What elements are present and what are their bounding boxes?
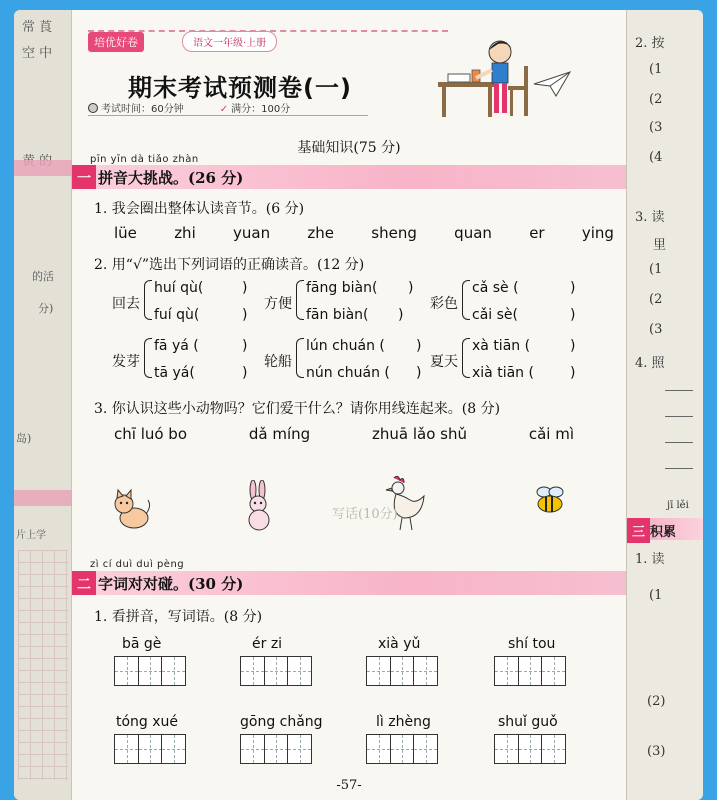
grid-cell[interactable] [494, 734, 519, 764]
writing-grid[interactable] [494, 734, 565, 764]
grid-cell[interactable] [287, 656, 312, 686]
exam-time: 考试时间：60分钟 [101, 104, 184, 115]
answer-paren[interactable]: ) [242, 307, 248, 323]
grid-cell[interactable] [240, 656, 265, 686]
syllable-item[interactable]: quan [454, 224, 492, 242]
left-page-band [14, 490, 72, 506]
grid-cell[interactable] [390, 734, 415, 764]
section2-pinyin: zì cí duì duì pèng [90, 559, 185, 570]
action-pinyin-row [114, 425, 574, 443]
answer-paren[interactable]: ) [570, 365, 576, 381]
grid-cell[interactable] [264, 734, 289, 764]
answer-paren[interactable]: ) [242, 338, 248, 354]
choice-word: 回去 [112, 296, 140, 312]
answer-paren[interactable]: ) [242, 280, 248, 296]
right-page-text: (3 [649, 120, 663, 135]
right-section-pinyin: jī lěi [667, 500, 689, 511]
answer-line [665, 442, 693, 443]
word-pinyin: lì zhèng [376, 714, 431, 730]
word-pinyin: gōng chǎng [240, 714, 323, 730]
left-page-edge [14, 10, 72, 800]
choice-option[interactable]: lún chuán ( [306, 338, 385, 354]
clock-icon [88, 103, 98, 113]
choice-word: 轮船 [264, 354, 292, 370]
choice-option[interactable]: fāng biàn( [306, 280, 378, 296]
writing-grid[interactable] [114, 734, 185, 764]
choice-option[interactable]: cǎ sè ( [472, 280, 519, 296]
page-number: -57- [336, 778, 362, 793]
syllable-item[interactable]: zhe [307, 224, 335, 242]
choice-group [112, 338, 262, 382]
grid-cell[interactable] [413, 734, 438, 764]
grid-cell[interactable] [138, 734, 163, 764]
syllable-row [114, 224, 614, 242]
grid-cell[interactable] [138, 656, 163, 686]
writing-grid[interactable] [366, 656, 437, 686]
grid-cell[interactable] [240, 734, 265, 764]
syllable-item[interactable]: sheng [371, 224, 417, 242]
answer-paren[interactable]: ) [398, 307, 404, 323]
right-page-text: 3. 读 [635, 210, 665, 225]
right-page-text: (4 [649, 150, 663, 165]
word-pinyin: ér zi [252, 636, 283, 652]
section1-pinyin: pīn yīn dà tiǎo zhàn [90, 154, 199, 165]
brace [462, 280, 470, 320]
grid-cell[interactable] [366, 734, 391, 764]
right-page-edge [626, 10, 703, 800]
grid-cell[interactable] [518, 656, 543, 686]
action-item[interactable]: cǎi mì [528, 425, 574, 443]
paper-plane-icon [532, 70, 572, 98]
grid-cell[interactable] [413, 656, 438, 686]
choice-group [430, 280, 590, 324]
answer-paren[interactable]: ) [570, 280, 576, 296]
question-1-1: 1. 我会圈出整体认读音节。(6 分) [94, 201, 305, 217]
left-page-text: 岛) [16, 432, 32, 445]
right-page-text: 4. 照 [635, 356, 665, 371]
right-page-text: (2) [647, 694, 666, 709]
right-page-text: (1 [649, 262, 663, 277]
syllable-item[interactable]: lüe [114, 224, 137, 242]
right-section-header [627, 518, 703, 540]
word-pinyin: shuǐ guǒ [498, 714, 558, 730]
answer-paren[interactable]: ) [416, 338, 422, 354]
grid-cell[interactable] [161, 656, 186, 686]
section1-header [72, 165, 626, 189]
grid-cell[interactable] [541, 734, 566, 764]
grid-cell[interactable] [366, 656, 391, 686]
choice-word: 彩色 [430, 296, 458, 312]
right-page-text: 1. 读 [635, 552, 665, 567]
left-page-text: 空 中 [22, 46, 53, 61]
choice-option[interactable]: fuí qù( [154, 307, 200, 323]
bleed-through: 写话(10分) [332, 507, 398, 522]
exam-page [72, 10, 626, 800]
answer-paren[interactable]: ) [242, 365, 248, 381]
grid-cell[interactable] [161, 734, 186, 764]
brace [144, 280, 152, 320]
right-page-text: 里 [653, 238, 667, 253]
choice-group [430, 338, 590, 382]
brand-tag: 培优好卷 [88, 32, 144, 52]
grid-cell[interactable] [264, 656, 289, 686]
grid-cell[interactable] [541, 656, 566, 686]
right-section-number: 三 [627, 518, 650, 543]
check-icon: ✓ [219, 104, 229, 115]
writing-grid[interactable] [240, 656, 311, 686]
answer-paren[interactable]: ) [416, 365, 422, 381]
left-page-text: 常 莨 [22, 20, 53, 35]
grid-cell[interactable] [114, 656, 139, 686]
choice-option[interactable]: xià tiān ( [472, 365, 534, 381]
grid-cell[interactable] [287, 734, 312, 764]
question-2-1: 1. 看拼音，写词语。(8 分) [94, 609, 263, 625]
section1-label: 拼音大挑战。(26 分) [98, 169, 244, 187]
section1-number: 一 [72, 165, 96, 189]
action-item[interactable]: zhuā lǎo shǔ [372, 425, 467, 443]
writing-grid[interactable] [366, 734, 437, 764]
section2-header [72, 571, 626, 595]
cat-icon[interactable] [112, 488, 152, 532]
word-pinyin: xià yǔ [378, 636, 421, 652]
choice-option[interactable]: tā yá( [154, 365, 195, 381]
exam-meta [88, 100, 368, 116]
answer-line [665, 390, 693, 391]
right-page-text: 2. 按 [635, 36, 665, 51]
left-page-band [14, 160, 72, 176]
student-desk-illustration [428, 30, 538, 120]
bee-icon[interactable] [532, 484, 570, 518]
choice-group [264, 338, 434, 382]
action-item[interactable]: dǎ míng [248, 425, 311, 443]
choice-word: 发芽 [112, 354, 140, 370]
right-page-text: (1 [649, 62, 663, 77]
brace [144, 338, 152, 378]
exam-score: 满分：100分 [231, 104, 291, 115]
right-page-text: (3 [649, 322, 663, 337]
writing-grid[interactable] [114, 656, 185, 686]
left-page-text: 片上学 [16, 530, 46, 541]
brace [462, 338, 470, 378]
choice-word: 夏天 [430, 354, 458, 370]
question-1-3: 3. 你认识这些小动物吗？它们爱干什么？请你用线连起来。(8 分) [94, 401, 501, 417]
choice-option[interactable]: fān biàn( [306, 307, 369, 323]
choice-group [112, 280, 262, 324]
answer-line [665, 416, 693, 417]
right-page-text: (1 [649, 588, 663, 603]
brace [296, 338, 304, 378]
left-page-text: 分) [38, 302, 54, 315]
syllable-item[interactable]: ying [581, 224, 614, 242]
page-frame [14, 10, 703, 800]
syllable-item[interactable]: er [529, 224, 545, 242]
answer-line [665, 468, 693, 469]
choice-option[interactable]: nún chuán ( [306, 365, 390, 381]
rabbit-icon[interactable] [242, 480, 276, 532]
answer-paren[interactable]: ) [570, 338, 576, 354]
right-section-label: 积累 [650, 525, 677, 540]
answer-paren[interactable]: ) [408, 280, 414, 296]
choice-option[interactable]: xà tiān ( [472, 338, 531, 354]
left-page-text: 的活 [32, 270, 54, 283]
grid-cell[interactable] [390, 656, 415, 686]
word-pinyin: tóng xué [116, 714, 179, 730]
section2-label: 字词对对碰。(30 分) [98, 575, 244, 593]
subject-tag: 语文一年级·上册 [182, 31, 277, 52]
section2-number: 二 [72, 571, 96, 595]
answer-paren[interactable]: ) [570, 307, 576, 323]
right-page-text: (2 [649, 92, 663, 107]
right-page-text: (3) [647, 744, 666, 759]
grid-cell[interactable] [518, 734, 543, 764]
syllable-item[interactable]: yuan [233, 224, 271, 242]
word-pinyin: shí tou [508, 636, 556, 652]
choice-option[interactable]: huí qù( [154, 280, 204, 296]
choice-group [264, 280, 424, 324]
choice-option[interactable]: fā yá ( [154, 338, 199, 354]
word-pinyin: bā gè [122, 636, 162, 652]
basic-knowledge-heading: 基础知识(75 分) [297, 140, 401, 156]
writing-grid[interactable] [494, 656, 565, 686]
choice-word: 方便 [264, 296, 292, 312]
brace [296, 280, 304, 320]
left-page-grid [18, 550, 68, 780]
right-page-text: (2 [649, 292, 663, 307]
syllable-item[interactable]: zhi [174, 224, 196, 242]
question-1-2: 2. 用“√”选出下列词语的正确读音。(12 分) [94, 257, 365, 273]
writing-grid[interactable] [240, 734, 311, 764]
grid-cell[interactable] [114, 734, 139, 764]
action-item[interactable]: chī luó bo [114, 425, 188, 443]
grid-cell[interactable] [494, 656, 519, 686]
choice-option[interactable]: cǎi sè( [472, 307, 518, 323]
page-title: 期末考试预测卷(一) [128, 74, 352, 102]
